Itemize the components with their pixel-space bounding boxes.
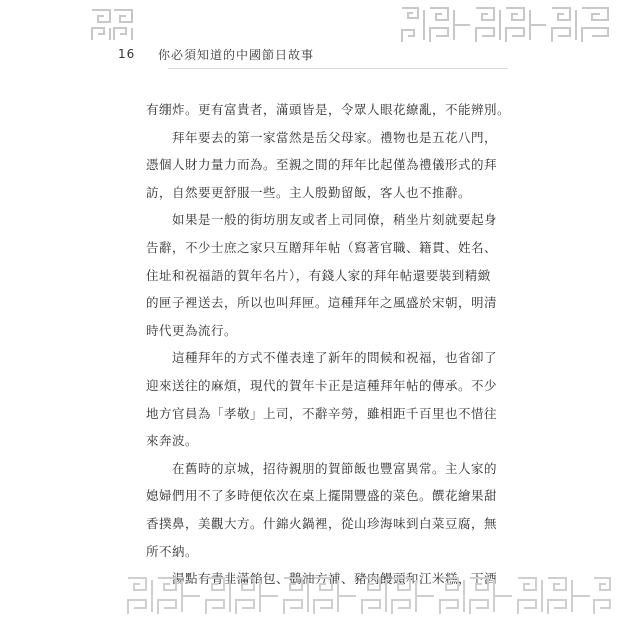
running-header [118,44,314,64]
body-text [146,96,511,593]
fretwork-ornament-icon [126,576,612,616]
fretwork-ornament-icon [400,6,612,44]
text-line: 這種拜年的方式不僅表達了新年的問候和祝福，也省卻了 [172,350,498,366]
text-line: 地方官員為「孝敬」上司，不辭辛勞，雖相距千百里也不惜往 [146,405,498,421]
text-line: 湯點有青韭滿餡包、鵝油方補、豬肉饅頭和江米糕，下酒 [172,571,498,587]
text-line: 告辭，不少士庶之家只互贈拜年帖（寫著官職、籍貫、姓名、 [146,239,498,255]
text-line: 憑個人財力量力而為。至親之間的拜年比起僅為禮儀形式的拜 [146,157,498,173]
text-line: 所不納。 [146,543,199,559]
text-line: 在舊時的京城，招待親朋的賀節飯也豐富異常。主人家的 [172,460,498,476]
text-line: 的匣子裡送去，所以也叫拜匣。這種拜年之風盛於宋朝，明清 [146,295,498,311]
text-line: 來奔波。 [146,433,199,449]
text-line: 訪，自然要更舒服一些。主人殷勤留飯，客人也不推辭。 [146,184,472,200]
text-line: 迎來送往的麻煩，現代的賀年卡正是這種拜年帖的傳承。不少 [146,377,498,393]
page-number: 16 [118,47,136,61]
text-line: 拜年要去的第一家當然是岳父母家。禮物也是五花八門， [172,129,498,145]
fretwork-ornament-icon [90,8,134,42]
text-line: 住址和祝福語的賀年名片），有錢人家的拜年帖還要裝到精緻 [146,267,491,283]
text-line: 香撲鼻，美觀大方。什錦火鍋裡，從山珍海味到白菜豆腐，無 [146,515,498,531]
text-line: 如果是一般的街坊朋友或者上司同僚，稍坐片刻就要起身 [172,212,498,228]
text-line: 時代更為流行。 [146,322,238,338]
header-divider [168,68,508,69]
book-title: 你必須知道的中國節日故事 [158,47,315,62]
text-line: 媳婦們用不了多時便依次在桌上擺開豐盛的菜色。饌花繪果甜 [146,488,498,504]
text-line: 有绷炸。更有富貴者，滿頭皆是，令眾人眼花繚亂，不能辨別。 [146,102,511,117]
